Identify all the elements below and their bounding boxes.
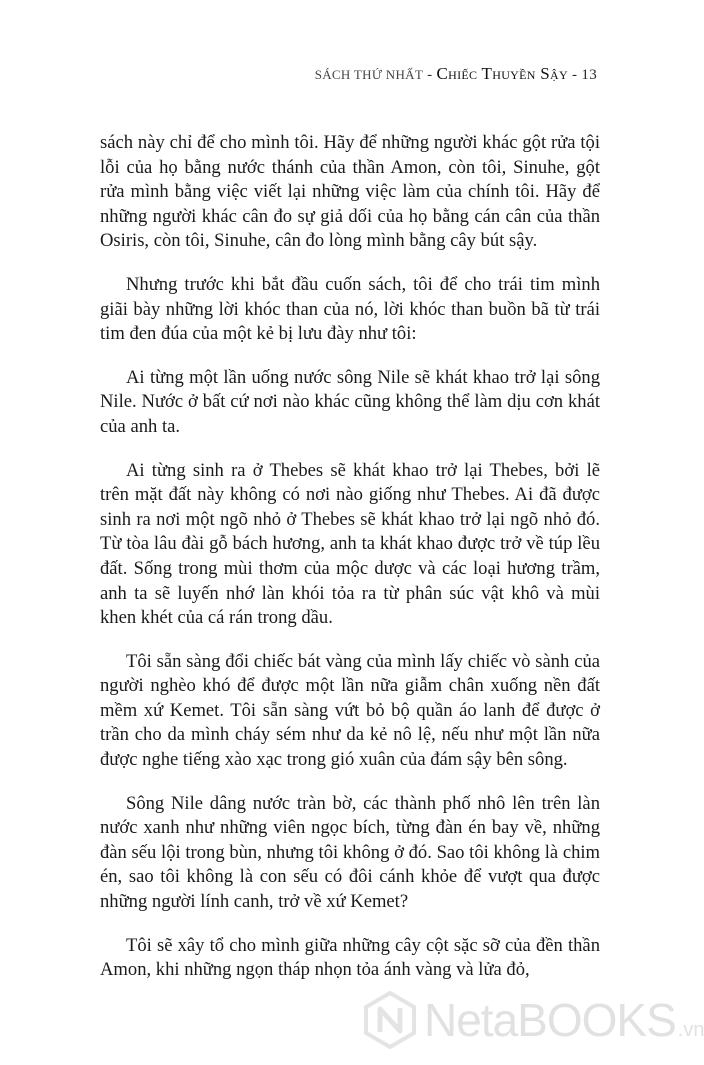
header-separator: - xyxy=(423,67,437,83)
book-title: Chiếc Thuyền Sậy xyxy=(436,64,568,83)
watermark xyxy=(360,990,704,1050)
paragraph: sách này chỉ để cho mình tôi. Hãy để những người khác gột rửa tội lỗi của họ bằng nước thánh của thần Amon, còn tôi, Sinuhe, gột rửa mình bằng việc viết lại những việc làm của chính tôi. Hãy để những người khác cân đo sự giả dối của họ bằng cán cân của thần Osiris, còn tôi, Sinuhe, cân đo lòng mình bằng cây bút sậy. xyxy=(100,132,600,252)
watermark-brand: NetaBOOKS xyxy=(424,994,676,1046)
paragraph: Ai từng sinh ra ở Thebes sẽ khát khao trở lại Thebes, bởi lẽ trên mặt đất này không có nơi nào giống như Thebes. Ai đã được sinh ra nơi một ngõ nhỏ ở Thebes sẽ khát khao trở lại ngõ nhỏ đó. Từ tòa lâu đài gỗ bách hương, anh ta khát khao được trở về túp lều đất. Sống trong mùi thơm của mộc dược và các loại hương trầm, anh ta sẽ luyến nhớ làn khói tỏa ra từ phân súc vật khô và mùi khen khét của cá rán trong dầu. xyxy=(100,459,600,629)
page-body xyxy=(100,131,600,1002)
paragraph: Tôi sẽ xây tổ cho mình giữa những cây cột sặc sỡ của đền thần Amon, khi những ngọn tháp nhọn tỏa ánh vàng và lửa đỏ, xyxy=(100,934,600,981)
paragraph: Ai từng một lần uống nước sông Nile sẽ khát khao trở lại sông Nile. Nước ở bất cứ nơi nào khác cũng không thể làm dịu cơn khát của anh ta. xyxy=(100,366,600,437)
paragraph: Tôi sẵn sàng đổi chiếc bát vàng của mình lấy chiếc vò sành của người nghèo khó để được một lần nữa giẫm chân xuống nền đất mềm xứ Kemet. Tôi sẵn sàng vứt bỏ bộ quần áo lanh để được ở trần cho da mình cháy sém như da kẻ nô lệ, nếu như một lần nữa được nghe tiếng xào xạc trong gió xuân của đám sậy bên sông. xyxy=(100,650,600,771)
watermark-tld: .vn xyxy=(677,1019,704,1041)
page-number: 13 xyxy=(581,67,597,83)
paragraph: Sông Nile dâng nước tràn bờ, các thành phố nhô lên trên làn nước xanh như những viên ngọc bích, từng đàn én bay về, những đàn sếu lội trong bùn, nhưng tôi không ở đó. Sao tôi không là chim én, sao tôi không là con sếu có đôi cánh khỏe để vượt qua được những người lính canh, trở về xứ Kemet? xyxy=(100,792,600,913)
running-header xyxy=(315,64,597,84)
paragraph: Nhưng trước khi bắt đầu cuốn sách, tôi để cho trái tim mình giãi bày những lời khóc than của nó, lời khóc than buồn bã từ trái tim đen đúa của một kẻ bị lưu đày như tôi: xyxy=(100,273,600,345)
netabooks-logo-icon xyxy=(360,990,420,1050)
header-separator: - xyxy=(567,67,582,83)
book-part-label: SÁCH THỨ NHẤT xyxy=(314,67,424,82)
